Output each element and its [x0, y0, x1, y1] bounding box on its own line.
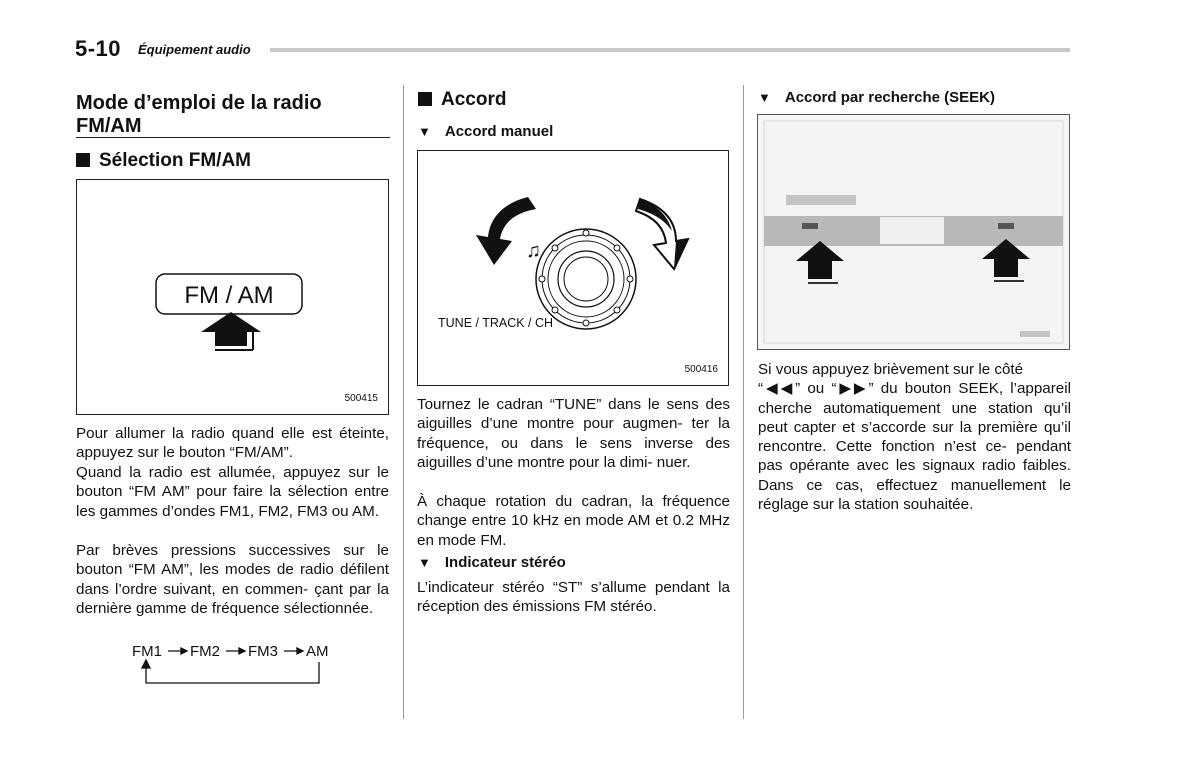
paragraph-tune-direction: Tournez le cadran “TUNE” dans le sens des aiguilles d’une montre pour augmen- ter la fréquence, ou dans le sens inverse des aiguilles d’une montre pour la dimi- nuer. [417, 396, 730, 471]
paragraph-stereo-indicator: L’indicateur stéréo “ST” s’allume pendant la réception des émissions FM stéréo. [417, 579, 730, 616]
page-title [76, 92, 390, 138]
page-title-line2: FM/AM [76, 115, 142, 137]
press-arrow-icon [201, 312, 261, 350]
heading-seek-tuning-text: Accord par recherche (SEEK) [784, 89, 995, 106]
heading-manual-tuning-text: Accord manuel [444, 123, 554, 140]
paragraph-seek-rest: “◀◀” ou “▶▶” du bouton SEEK, l’appareil cherche automatiquement une station qu’il peut capter et s’accorde sur la première qu’il rencontre. Cette fonction n’est ce- pendant pas opérante avec les signaux radio faibles. Dans ce cas, effectuez manuellement le réglage sur la station souhaitée. [758, 380, 1071, 514]
sequence-am: AM [306, 643, 329, 660]
heading-accord-text: Accord [441, 89, 507, 110]
paragraph-band-select: Quand la radio est allumée, appuyez sur le bouton “FM AM” pour faire la sélection entre les gammes d’ondes FM1, FM2, FM3 ou AM. [76, 464, 389, 520]
heading-manual-tuning [418, 123, 553, 141]
heading-seek-tuning [758, 89, 995, 107]
sequence-fm2: FM2 [190, 643, 220, 660]
section-title: Équipement audio [138, 42, 251, 57]
sequence-fm1: FM1 [132, 643, 162, 660]
heading-fmam-selection-text: Sélection FM/AM [99, 150, 252, 171]
header-bar [270, 48, 1070, 52]
triangle-bullet-icon: ▼ [418, 555, 431, 570]
heading-stereo-indicator [418, 554, 566, 572]
fmam-button-illustration [77, 180, 388, 414]
title-underline [76, 137, 390, 138]
paragraph-frequency-step: À chaque rotation du cadran, la fréquence change entre 10 kHz en mode AM et 0.2 MHz en mode FM. [417, 493, 730, 549]
paragraph-seek-line1: Si vous appuyez brièvement sur le côté [758, 361, 1024, 378]
paragraph-seek [758, 360, 1071, 514]
music-note-icon: ♫ [526, 240, 541, 262]
paragraph-power-on: Pour allumer la radio quand elle est éteinte, appuyez sur le bouton “FM/AM”. [76, 425, 389, 462]
tune-dial-knob [536, 229, 636, 329]
figure-tune-dial [417, 150, 729, 386]
page-number: 5-10 [75, 36, 122, 61]
triangle-bullet-icon: ▼ [418, 124, 431, 139]
column-divider-2 [743, 85, 744, 719]
paragraph-band-order: Par brèves pressions successives sur le bouton “FM AM”, les modes de radio défilent dans l’ordre suivant, en commen- çant par la dernière gamme de fréquence sélectionnée. [76, 542, 389, 617]
heading-accord [418, 89, 506, 111]
figure-seek-buttons [757, 114, 1070, 350]
heading-stereo-indicator-text: Indicateur stéréo [444, 554, 566, 571]
heading-fmam-selection [76, 150, 251, 172]
sequence-arrows [142, 648, 319, 683]
square-bullet-icon [418, 92, 432, 106]
figure-fmam-button [76, 179, 389, 415]
tune-dial-illustration [418, 151, 728, 385]
dial-label: TUNE / TRACK / CH [438, 316, 554, 330]
sequence-fm3: FM3 [248, 643, 278, 660]
figure-code: 500416 [684, 364, 718, 375]
seek-buttons-illustration [758, 115, 1069, 349]
page-title-line1: Mode d’emploi de la radio [76, 92, 322, 114]
figure-code: 500415 [344, 393, 378, 404]
column-divider-1 [403, 85, 404, 719]
square-bullet-icon [76, 153, 90, 167]
triangle-bullet-icon: ▼ [758, 90, 771, 105]
band-sequence-diagram [128, 636, 348, 688]
fmam-button-label: FM / AM [184, 282, 274, 309]
